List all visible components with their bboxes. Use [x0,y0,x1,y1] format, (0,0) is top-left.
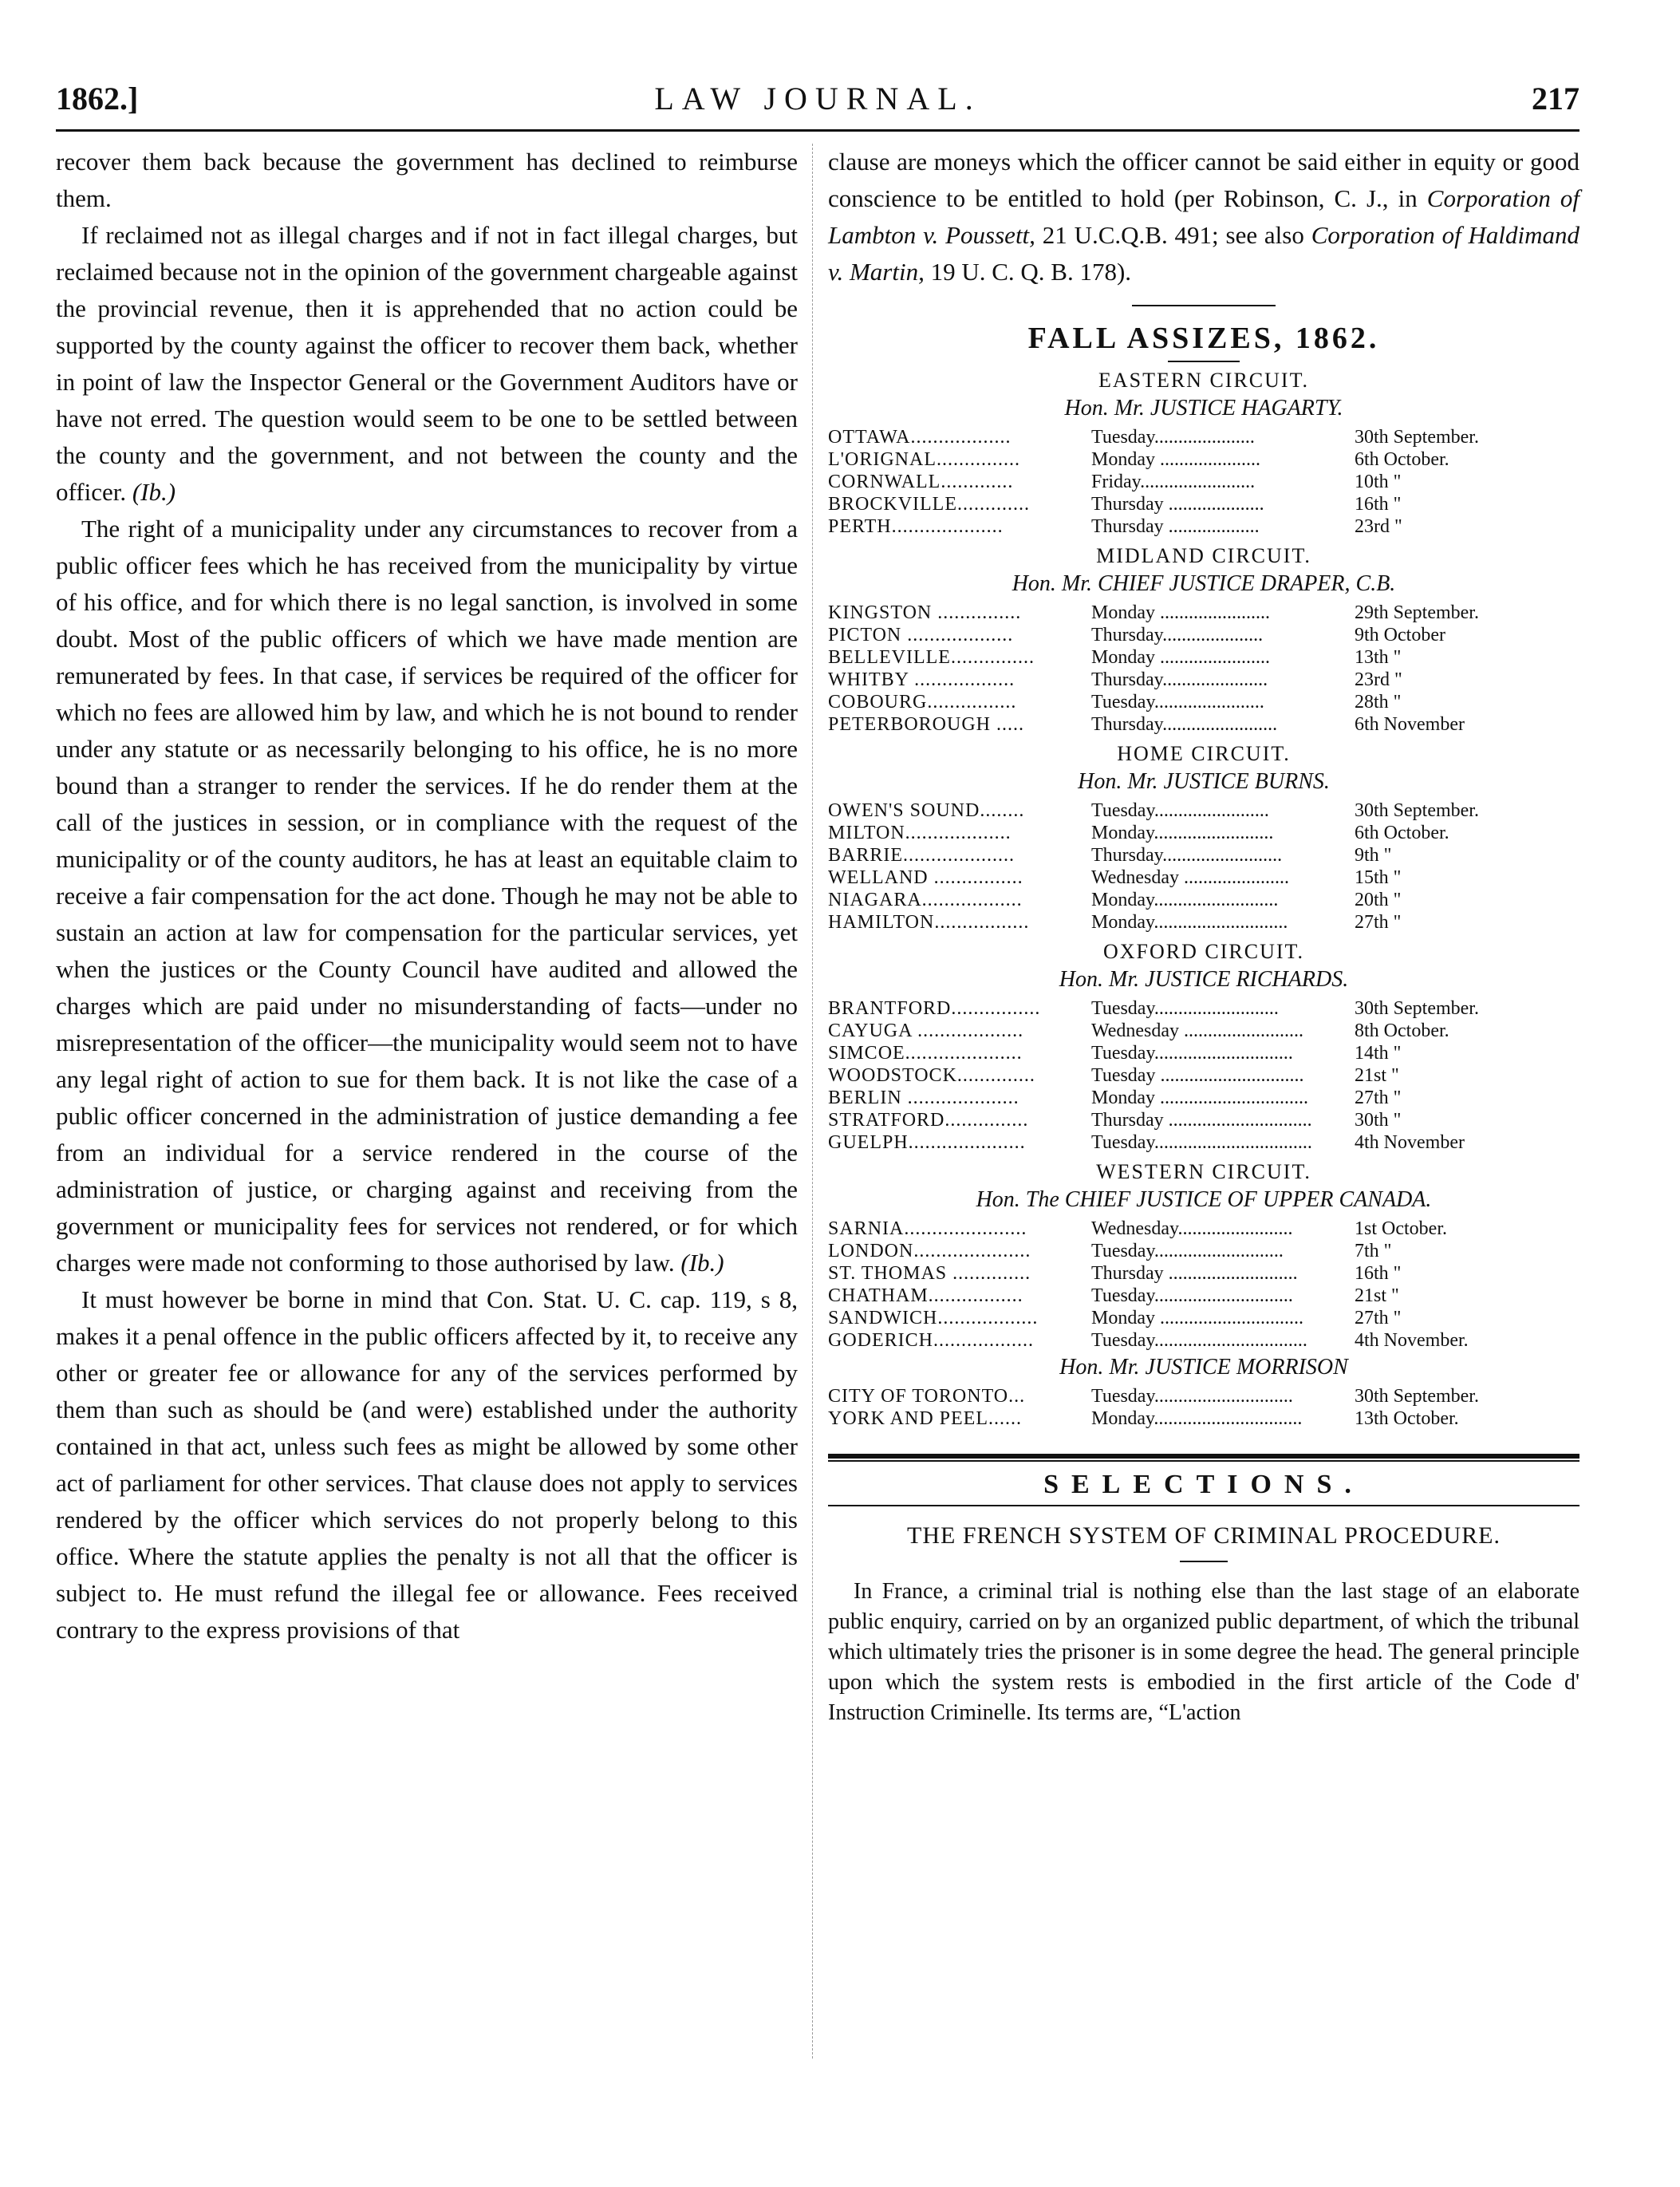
day-cell: Tuesday................................. [1091,1132,1312,1153]
table-row [828,471,1579,493]
town-cell: BERLIN .................... [828,1088,1019,1108]
paragraph-continuation [828,144,1579,290]
column-divider [812,144,813,2059]
day-cell: Thursday ................... [1091,516,1260,537]
table-row [828,602,1579,624]
selections-rule [828,1454,1579,1462]
town-cell: GODERICH.................. [828,1330,1034,1351]
town-cell: PERTH.................... [828,516,1004,537]
day-cell: Wednesday ......................... [1091,1020,1304,1041]
town-cell: PICTON ................... [828,625,1014,645]
town-cell: BRANTFORD................ [828,998,1041,1019]
table-row [828,1042,1579,1064]
date-cell: 21st " [1355,1285,1399,1306]
town-cell: GUELPH..................... [828,1132,1026,1153]
date-cell: 6th October. [1355,449,1449,470]
date-cell: 14th " [1355,1043,1402,1064]
town-cell: SANDWICH.................. [828,1308,1039,1328]
table-row [828,713,1579,736]
date-cell: 30th September. [1355,1386,1479,1407]
date-cell: 16th " [1355,1263,1402,1284]
circuit-name: MIDLAND CIRCUIT. [1096,544,1311,567]
table-row [828,1329,1579,1352]
date-cell: 30th September. [1355,427,1479,448]
continuation-text: clause are moneys which the officer cannot be said either in equity or good conscience to be entitled to hold (per Robinson, C. J., in [828,148,1579,212]
day-cell: Thursday..................... [1091,625,1264,645]
day-cell: Monday ............................... [1091,1088,1308,1108]
date-cell: 27th " [1355,1088,1402,1108]
circuit-table [828,1218,1579,1352]
date-cell: 30th September. [1355,998,1479,1019]
date-cell: 10th " [1355,472,1402,492]
circuit-name: OXFORD CIRCUIT. [1103,940,1304,963]
article-paragraph: In France, a criminal trial is nothing else than the last stage of an elaborate public enquiry, carried on by an organized public department, of which the tribunal which ultimately tries the prisoner is in some degree the head. The general principle upon which the system rests is embodied in the first article of the Code d' Instruction Criminelle. Its terms are, “L'action [828,1579,1579,1725]
selections-underline [828,1505,1579,1506]
day-cell: Monday.......................... [1091,890,1279,910]
table-row [828,867,1579,889]
date-cell: 30th September. [1355,800,1479,821]
table-row [828,426,1579,448]
table-row [828,889,1579,911]
date-cell: 1st October. [1355,1218,1447,1239]
continuation-text-2: 21 U.C.Q.B. 491; see also [1042,221,1304,249]
table-row [828,515,1579,538]
title-rule [1168,361,1240,362]
day-cell: Monday ....................... [1091,602,1270,623]
table-row [828,448,1579,471]
date-cell: 8th October. [1355,1020,1449,1041]
paragraph-municipality-right [56,511,798,1281]
town-cell: LONDON..................... [828,1241,1031,1261]
table-row [828,1407,1579,1430]
table-row [828,493,1579,515]
day-cell: Tuesday............................. [1091,1043,1293,1064]
town-cell: YORK AND PEEL...... [828,1408,1023,1429]
article-rule [1180,1561,1228,1562]
circuit-midland [828,544,1579,736]
date-cell: 13th October. [1355,1408,1459,1429]
date-cell: 9th October [1355,625,1445,645]
circuit-judge: Hon. Mr. CHIEF JUSTICE DRAPER, C.B. [1012,571,1396,596]
citation-ib: (Ib.) [132,478,176,506]
table-row [828,1262,1579,1285]
circuit-table [828,602,1579,736]
circuit-judge: Hon. Mr. JUSTICE HAGARTY. [1064,396,1343,420]
circuit-judge: Hon. Mr. JUSTICE BURNS. [1078,769,1330,794]
town-cell: ST. THOMAS .............. [828,1263,1031,1284]
town-cell: SARNIA...................... [828,1218,1027,1239]
town-cell: SIMCOE..................... [828,1043,1023,1064]
date-cell: 29th September. [1355,602,1479,623]
table-row [828,1064,1579,1087]
circuit-toronto [828,1355,1579,1430]
header-page-number: 217 [1532,81,1579,116]
day-cell: Tuesday........................ [1091,800,1269,821]
town-cell: OTTAWA.................. [828,427,1012,448]
circuit-name: WESTERN CIRCUIT. [1096,1160,1311,1183]
day-cell: Tuesday................................ [1091,1330,1307,1351]
right-column [828,144,1579,1728]
day-cell: Tuesday.......................... [1091,998,1279,1019]
town-cell: CHATHAM................. [828,1285,1023,1306]
table-row [828,997,1579,1020]
circuit-table [828,799,1579,934]
date-cell: 21st " [1355,1065,1399,1086]
day-cell: Thursday...................... [1091,669,1268,690]
table-row [828,1020,1579,1042]
assizes-title: FALL ASSIZES, 1862. [1027,322,1380,355]
day-cell: Monday............................ [1091,912,1288,933]
town-cell: BROCKVILLE............. [828,494,1030,515]
day-cell: Thursday......................... [1091,845,1283,866]
paragraph-continued: recover them back because the government has declined to reimburse them. [56,148,798,212]
case-lambton: Corporation of Lambton v. Poussett, [828,184,1579,249]
circuit-name: HOME CIRCUIT. [1117,742,1291,765]
table-row [828,822,1579,844]
day-cell: Wednesday ...................... [1091,867,1290,888]
page-header [56,80,1579,128]
selections-heading: SELECTIONS. [1043,1470,1364,1499]
day-cell: Wednesday........................ [1091,1218,1293,1239]
table-row [828,1307,1579,1329]
town-cell: OWEN'S SOUND........ [828,800,1025,821]
circuit-home [828,742,1579,934]
date-cell: 9th " [1355,845,1392,866]
table-row [828,691,1579,713]
date-cell: 15th " [1355,867,1402,888]
date-cell: 23rd " [1355,516,1402,537]
day-cell: Tuesday........................... [1091,1241,1284,1261]
circuit-judge: Hon. Mr. JUSTICE RICHARDS. [1059,967,1349,992]
day-cell: Monday............................... [1091,1408,1303,1429]
date-cell: 28th " [1355,692,1402,713]
town-cell: BELLEVILLE............... [828,647,1035,668]
circuit-name: EASTERN CIRCUIT. [1098,369,1310,392]
town-cell: COBOURG................ [828,692,1017,713]
town-cell: CAYUGA ................... [828,1020,1024,1041]
town-cell: WELLAND ................ [828,867,1023,888]
table-row [828,1240,1579,1262]
circuit-table [828,1385,1579,1430]
day-cell: Tuesday............................. [1091,1285,1293,1306]
date-cell: 4th November [1355,1132,1465,1153]
table-row [828,1131,1579,1154]
day-cell: Monday......................... [1091,823,1274,843]
town-cell: HAMILTON................. [828,912,1030,933]
paragraph-reclaimed [56,217,798,511]
date-cell: 7th " [1355,1241,1392,1261]
day-cell: Tuesday....................... [1091,692,1264,713]
circuit-western [828,1160,1579,1352]
date-cell: 27th " [1355,1308,1402,1328]
day-cell: Friday........................ [1091,472,1256,492]
day-cell: Thursday .............................. [1091,1110,1312,1131]
table-row [828,1218,1579,1240]
day-cell: Thursday ........................... [1091,1263,1298,1284]
day-cell: Monday ....................... [1091,647,1270,668]
town-cell: KINGSTON ............... [828,602,1022,623]
table-row [828,1109,1579,1131]
town-cell: WHITBY .................. [828,669,1015,690]
table-row [828,1285,1579,1307]
circuit-judge: Hon. The CHIEF JUSTICE OF UPPER CANADA. [976,1187,1432,1212]
town-cell: WOODSTOCK.............. [828,1065,1035,1086]
table-row [828,844,1579,867]
table-row [828,911,1579,934]
day-cell: Monday .............................. [1091,1308,1303,1328]
town-cell: L'ORIGNAL............... [828,449,1020,470]
paragraph-con-stat: It must however be borne in mind that Con. Stat. U. C. cap. 119, s 8, makes it a penal offence in the public officers affected by it, to receive any other or greater fee or allowance for any of the services performed by them than such as should be (and were) established under the authority contained in that act, unless such fees as might be allowed by some other act of parliament for other services. That clause does not apply to services rendered by the officer which services do not properly belong to this office. Where the statute applies the penalty is not all that the officer is subject to. He must refund the illegal fee or allowance. Fees received contrary to the express provisions of that [56,1285,798,1644]
date-cell: 27th " [1355,912,1402,933]
header-title: LAW JOURNAL. [654,81,981,116]
town-cell: PETERBOROUGH ..... [828,714,1025,735]
circuit-table [828,426,1579,538]
paragraph-reclaimed-text: If reclaimed not as illegal charges and if not in fact illegal charges, but reclaimed because not in the opinion of the government chargeable against the provincial revenue, then it is apprehended that no action could be supported by the county against the officer to recover them back, whether in point of law the Inspector General or the Government Auditors have or have not erred. The question would seem to be one to be settled between the county and the government, and not between the county and the officer. [56,221,798,506]
day-cell: Thursday........................ [1091,714,1278,735]
day-cell: Tuesday............................. [1091,1386,1293,1407]
table-row [828,646,1579,669]
header-year: 1862.] [56,81,139,116]
table-row [828,1385,1579,1407]
town-cell: BARRIE.................... [828,845,1015,866]
table-row [828,669,1579,691]
town-cell: NIAGARA.................. [828,890,1023,910]
day-cell: Monday ..................... [1091,449,1260,470]
circuit-judge: Hon. Mr. JUSTICE MORRISON [1059,1355,1348,1380]
town-cell: CORNWALL............. [828,472,1014,492]
day-cell: Tuesday..................... [1091,427,1255,448]
town-cell: STRATFORD............... [828,1110,1029,1131]
town-cell: CITY OF TORONTO... [828,1386,1026,1407]
date-cell: 30th " [1355,1110,1402,1131]
paragraph-municipality-text: The right of a municipality under any circumstances to recover from a public officer fees which he has received from the municipality by virtue of his office, and for which there is no legal sanction, is involved in some doubt. Most of the public officers of which we have made mention are remunerated by fees. In that case, if services be required of the officer for which no fees are allowed him by law, and which he is not bound to render under any statute or as necessarily belonging to his office, he is no more bound than a stranger to render the services. If he do render them at the call of the justices in session, or in compliance with the request of the municipality or of the county auditors, he has at least an equitable claim to receive a fair compensation for the act done. Though he may not be able to sustain an action at law for compensation for the particular services, yet when the justices or the County Council have audited and allowed the charges which are paid under no misunderstanding of facts—under no misrepresentation of the officer—the municipality would seem not to have any legal right of action to sue for them back. It is not like the case of a public officer concerned in the administration of justice demanding a fee from an individual for a service rendered in the course of the administration of justice, or charging against and receiving from the government or municipality fees for services not rendered, or for which charges were made not conforming to those authorised by law. [56,515,798,1277]
date-cell: 23rd " [1355,669,1402,690]
date-cell: 13th " [1355,647,1402,668]
circuit-eastern [828,369,1579,538]
day-cell: Thursday .................... [1091,494,1264,515]
town-cell: MILTON................... [828,823,1012,843]
date-cell: 16th " [1355,494,1402,515]
header-rule [56,129,1579,132]
case-haldimand: Corporation of Haldimand v. Martin, [828,221,1580,286]
day-cell: Tuesday .............................. [1091,1065,1304,1086]
circuit-oxford [828,940,1579,1154]
continuation-text-3: 19 U. C. Q. B. 178). [930,258,1132,286]
date-cell: 4th November. [1355,1330,1469,1351]
section-rule [1132,305,1276,306]
date-cell: 6th October. [1355,823,1449,843]
date-cell: 6th November [1355,714,1465,735]
circuit-table [828,997,1579,1154]
table-row [828,624,1579,646]
table-row [828,1087,1579,1109]
table-row [828,799,1579,822]
date-cell: 20th " [1355,890,1402,910]
left-column [56,144,798,1648]
citation-ib-2: (Ib.) [680,1249,724,1277]
article-title: THE FRENCH SYSTEM OF CRIMINAL PROCEDURE. [907,1522,1501,1549]
